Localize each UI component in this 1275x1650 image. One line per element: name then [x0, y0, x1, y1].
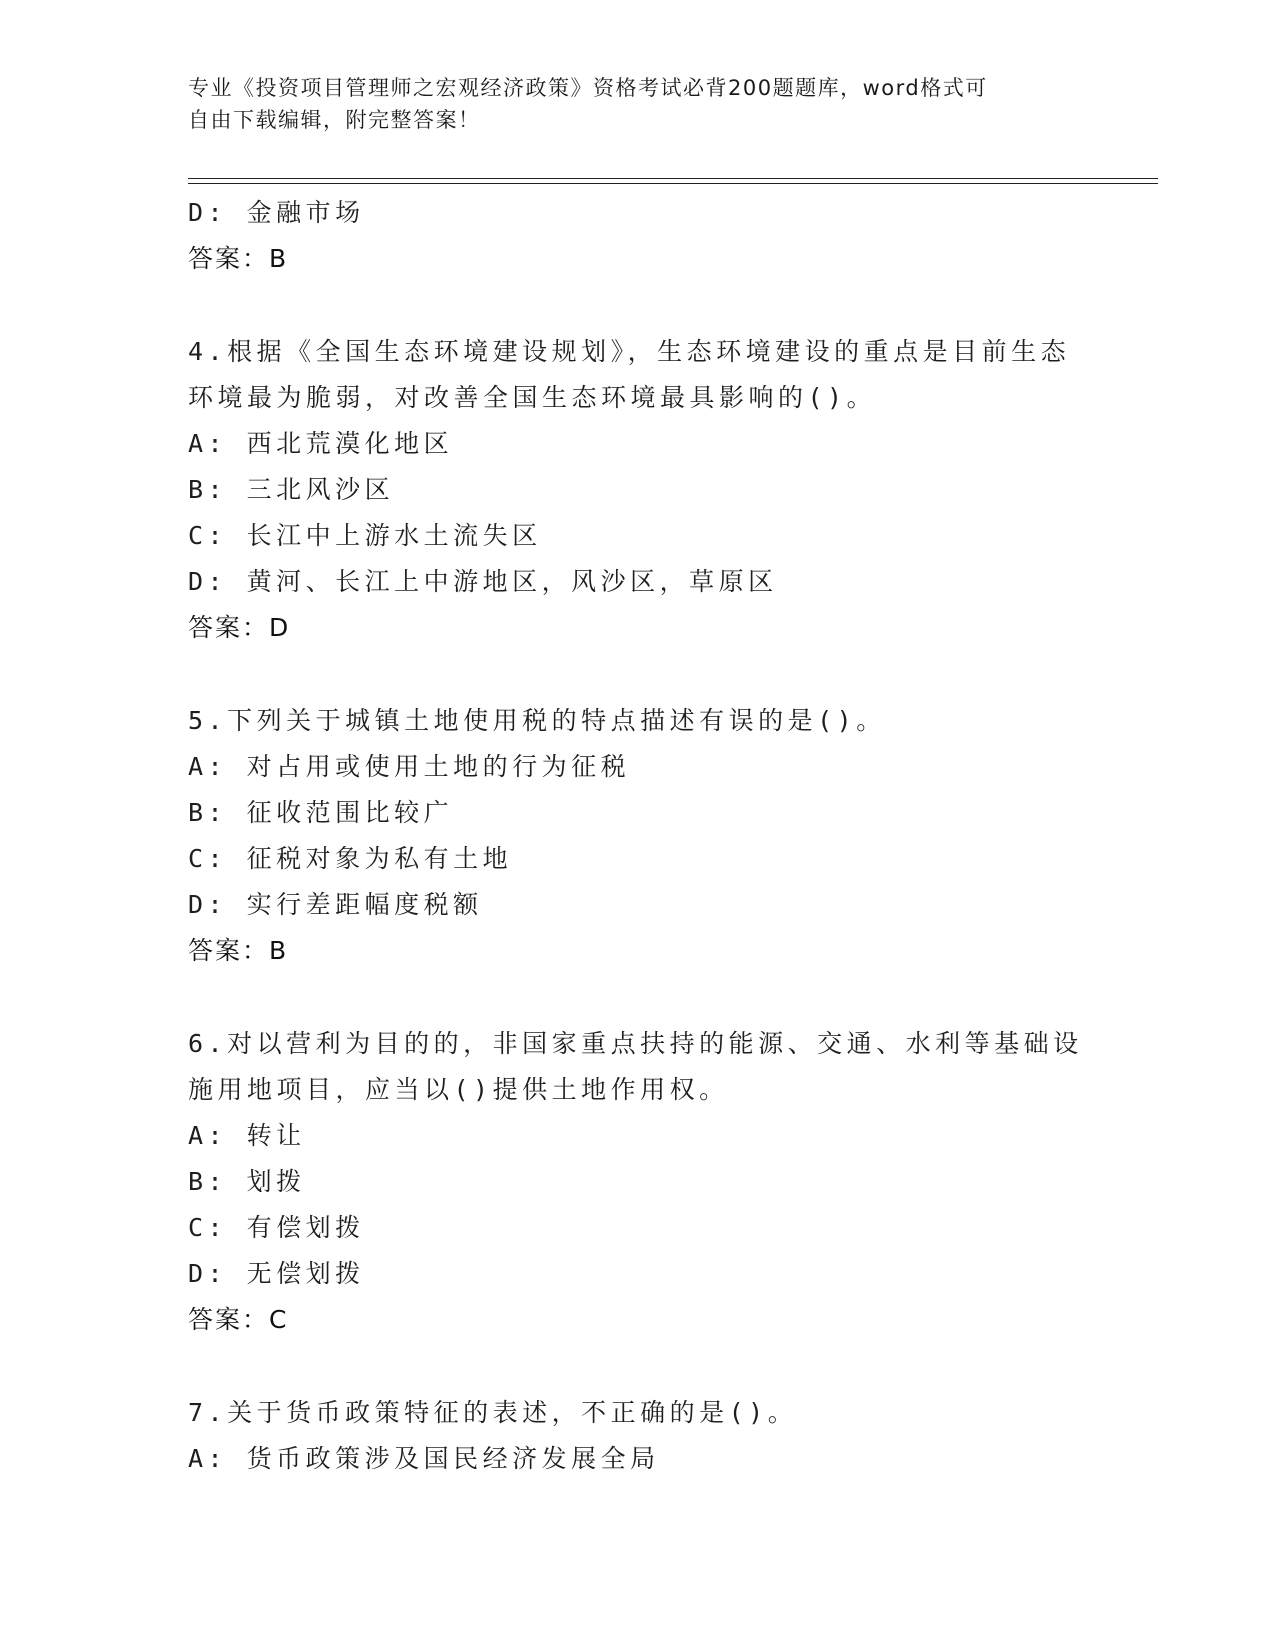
prev-answer: 答案：B: [188, 244, 289, 273]
question-5: [188, 698, 1088, 974]
question-6-text-line-1: 6.对以营利为目的的，非国家重点扶持的能源、交通、水利等基础设: [188, 1029, 1083, 1058]
header-divider-top: [188, 178, 1158, 179]
question-5-option-a: A: 对占用或使用土地的行为征税: [188, 752, 631, 781]
question-5-answer: 答案：B: [188, 936, 289, 965]
question-4-answer: 答案：D: [188, 613, 291, 642]
question-6-text-line-2: 施用地项目，应当以()提供土地作用权。: [188, 1075, 729, 1104]
question-4-text-line-2: 环境最为脆弱，对改善全国生态环境最具影响的()。: [188, 383, 877, 412]
question-4-text-line-1: 4.根据《全国生态环境建设规划》，生态环境建设的重点是目前生态: [188, 337, 1071, 366]
header-line-2: 自由下载编辑，附完整答案！: [188, 108, 481, 132]
question-4-option-d: D: 黄河、长江上中游地区，风沙区，草原区: [188, 567, 778, 596]
question-4-option-b: B: 三北风沙区: [188, 475, 395, 504]
question-5-option-b: B: 征收范围比较广: [188, 798, 454, 827]
question-6-option-a: A: 转让: [188, 1121, 306, 1150]
question-5-text-line-1: 5.下列关于城镇土地使用税的特点描述有误的是()。: [188, 706, 886, 735]
question-4: [188, 329, 1088, 651]
question-5-option-c: C: 征税对象为私有土地: [188, 844, 513, 873]
question-6: [188, 1021, 1088, 1343]
question-6-option-d: D: 无偿划拨: [188, 1259, 365, 1288]
header-line-1: 专业《投资项目管理师之宏观经济政策》资格考试必背200题题库，word格式可: [188, 76, 988, 100]
question-6-option-b: B: 划拨: [188, 1167, 306, 1196]
question-content: [188, 190, 1088, 1482]
question-4-option-c: C: 长江中上游水土流失区: [188, 521, 542, 550]
question-6-option-c: C: 有偿划拨: [188, 1213, 365, 1242]
question-7: [188, 1390, 1088, 1482]
prev-option-d: D: 金融市场: [188, 198, 365, 227]
question-4-option-a: A: 西北荒漠化地区: [188, 429, 454, 458]
question-7-text-line-1: 7.关于货币政策特征的表述，不正确的是()。: [188, 1398, 798, 1427]
question-7-option-a: A: 货币政策涉及国民经济发展全局: [188, 1444, 660, 1473]
header-divider-bottom: [188, 183, 1158, 184]
question-6-answer: 答案：C: [188, 1305, 289, 1334]
page-header: [188, 72, 1068, 136]
question-5-option-d: D: 实行差距幅度税额: [188, 890, 483, 919]
